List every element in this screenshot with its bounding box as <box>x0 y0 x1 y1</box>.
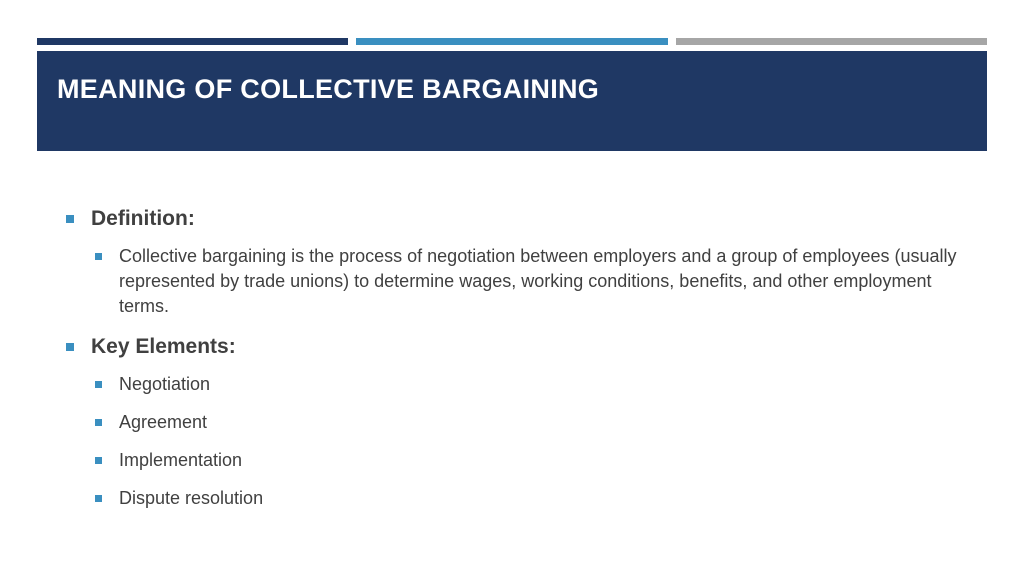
key-elements-list <box>95 372 966 511</box>
list-item <box>95 244 966 319</box>
slide-content <box>66 204 966 524</box>
list-item <box>95 372 966 397</box>
square-bullet-icon <box>66 215 74 223</box>
definition-list <box>95 244 966 319</box>
slide-title: MEANING OF COLLECTIVE BARGAINING <box>57 74 600 104</box>
list-item <box>95 486 966 511</box>
title-band <box>37 51 987 151</box>
top-accent-bars <box>37 38 987 45</box>
section-heading: Key Elements: <box>91 335 236 358</box>
square-bullet-icon <box>95 457 102 464</box>
list-item <box>95 448 966 473</box>
key-element-text: Dispute resolution <box>119 488 264 508</box>
key-element-text: Implementation <box>119 450 243 470</box>
section-heading: Definition: <box>91 207 195 230</box>
definition-text: Collective bargaining is the process of negotiation between employers and a group of employees (usually represented by trade unions) to determine wages, working conditions, benefits, and other employment terms. <box>119 246 957 316</box>
section-key-elements <box>66 332 966 511</box>
square-bullet-icon <box>95 381 102 388</box>
accent-bar-light-blue <box>356 38 667 45</box>
square-bullet-icon <box>95 253 102 260</box>
list-item <box>95 410 966 435</box>
accent-bar-gray <box>676 38 987 45</box>
section-heading-row <box>66 332 966 362</box>
section-definition <box>66 204 966 319</box>
accent-bar-dark-blue <box>37 38 348 45</box>
key-element-text: Negotiation <box>119 374 211 394</box>
square-bullet-icon <box>95 419 102 426</box>
key-element-text: Agreement <box>119 412 208 432</box>
section-heading-row <box>66 204 966 234</box>
square-bullet-icon <box>66 343 74 351</box>
square-bullet-icon <box>95 495 102 502</box>
